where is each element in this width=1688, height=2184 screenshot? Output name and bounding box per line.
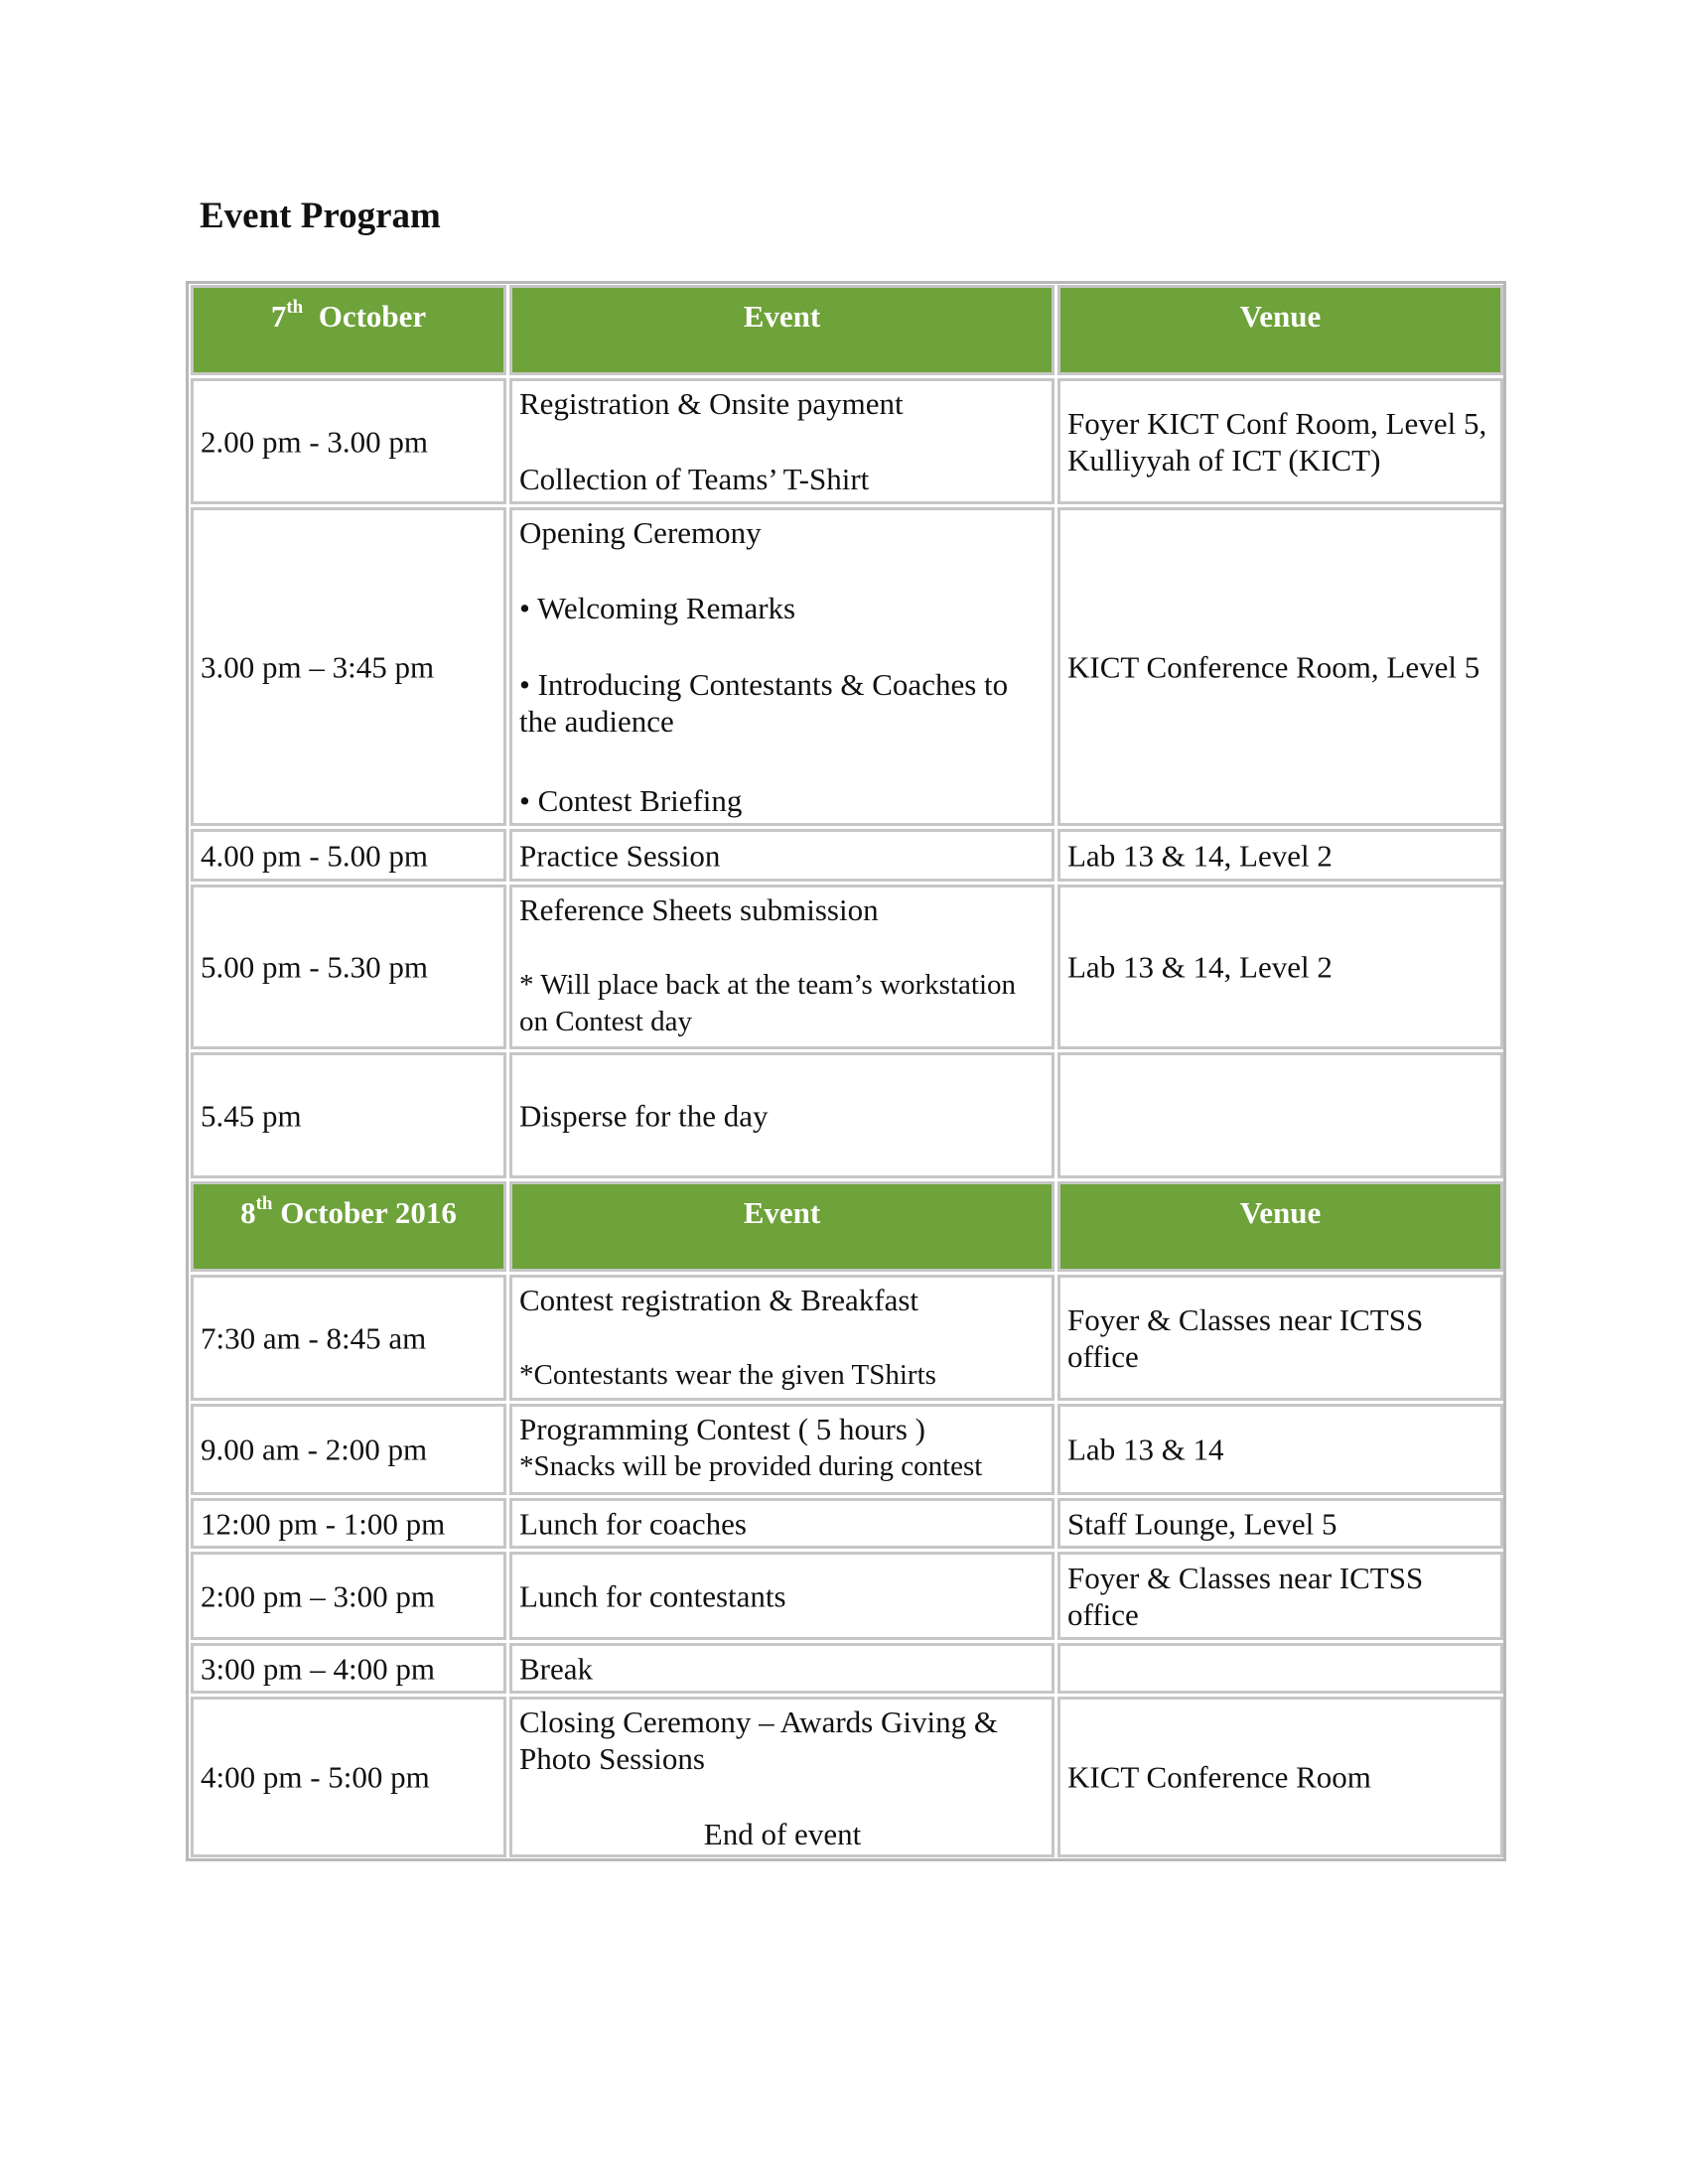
venue-text: Lab 13 & 14, Level 2 — [1067, 838, 1333, 873]
time-text: 5.00 pm - 5.30 pm — [201, 949, 429, 985]
day2-event-header: Event — [509, 1181, 1055, 1272]
day2-row1-event — [509, 1275, 1055, 1401]
event-line: * Will place back at the team’s workstation on Contest day — [519, 969, 1017, 1037]
day1-row2-event — [509, 507, 1055, 826]
venue-text: KICT Conference Room, Level 5 — [1067, 649, 1480, 684]
event-line: Collection of Teams’ T-Shirt — [519, 462, 870, 496]
day2-row4-event — [509, 1552, 1055, 1640]
venue-text: KICT Conference Room — [1067, 1759, 1371, 1795]
venue-text: Foyer & Classes near ICTSS office — [1067, 1560, 1424, 1632]
day1-row3-time — [191, 829, 506, 882]
event-line: • Contest Briefing — [519, 783, 743, 818]
day2-venue-header: Venue — [1057, 1181, 1503, 1272]
day1-row5-event — [509, 1052, 1055, 1178]
day2-row4-venue — [1057, 1552, 1503, 1640]
time-text: 4:00 pm - 5:00 pm — [201, 1759, 430, 1795]
event-line: Disperse for the day — [519, 1098, 769, 1133]
time-text: 5.45 pm — [201, 1098, 302, 1133]
event-line: *Snacks will be provided during contest — [519, 1450, 983, 1482]
event-line: Closing Ceremony – Awards Giving & Photo Sessions — [519, 1705, 998, 1776]
day2-row5-venue — [1057, 1643, 1503, 1694]
time-text: 9.00 am - 2:00 pm — [201, 1432, 428, 1467]
event-line: Break — [519, 1651, 594, 1686]
day2-row3-time — [191, 1498, 506, 1549]
event-line: End of event — [703, 1817, 862, 1851]
day2-date-num: 8 — [240, 1195, 256, 1230]
day1-row1-event — [509, 378, 1055, 504]
day1-row5-venue — [1057, 1052, 1503, 1178]
day2-date-sup: th — [255, 1192, 273, 1214]
day2-row3-venue — [1057, 1498, 1503, 1549]
day2-date-rest: October 2016 — [272, 1195, 457, 1230]
day2-row3-event — [509, 1498, 1055, 1549]
time-text: 3.00 pm – 3:45 pm — [201, 649, 435, 684]
day2-row6-venue — [1057, 1697, 1503, 1857]
venue-text: Staff Lounge, Level 5 — [1067, 1506, 1337, 1541]
day1-row3-venue — [1057, 829, 1503, 882]
venue-text: Lab 13 & 14, Level 2 — [1067, 949, 1333, 985]
event-line: Programming Contest ( 5 hours ) — [519, 1412, 925, 1446]
day1-row3-event — [509, 829, 1055, 882]
event-line: *Contestants wear the given TShirts — [519, 1359, 936, 1391]
day1-row5-time — [191, 1052, 506, 1178]
day2-row6-event — [509, 1697, 1055, 1857]
day1-date-num: 7 — [270, 299, 287, 334]
page-title: Event Program — [200, 196, 441, 236]
event-line: • Introducing Contestants & Coaches to the audience — [519, 667, 1009, 739]
day1-row4-event — [509, 885, 1055, 1049]
day1-row2-time — [191, 507, 506, 826]
time-text: 7:30 am - 8:45 am — [201, 1320, 427, 1355]
day1-row4-time — [191, 885, 506, 1049]
time-text: 12:00 pm - 1:00 pm — [201, 1506, 446, 1541]
day2-row2-time — [191, 1404, 506, 1495]
event-line: Reference Sheets submission — [519, 892, 879, 927]
day2-row2-venue — [1057, 1404, 1503, 1495]
time-text: 2:00 pm – 3:00 pm — [201, 1578, 435, 1613]
day1-row2-venue — [1057, 507, 1503, 826]
venue-text: Foyer KICT Conf Room, Level 5, Kulliyyah of ICT (KICT) — [1067, 405, 1487, 478]
venue-text: Foyer & Classes near ICTSS office — [1067, 1301, 1424, 1374]
day1-row1-time — [191, 378, 506, 504]
venue-text: Lab 13 & 14 — [1067, 1432, 1224, 1467]
day2-row5-event — [509, 1643, 1055, 1694]
time-text: 2.00 pm - 3.00 pm — [201, 424, 429, 459]
day2-row5-time — [191, 1643, 506, 1694]
event-line: Lunch for coaches — [519, 1506, 747, 1541]
day2-row4-time — [191, 1552, 506, 1640]
day1-event-header: Event — [509, 285, 1055, 375]
day1-row1-venue — [1057, 378, 1503, 504]
day2-row1-time — [191, 1275, 506, 1401]
event-line: Practice Session — [519, 838, 721, 873]
event-line: Lunch for contestants — [519, 1578, 786, 1613]
day1-venue-header: Venue — [1057, 285, 1503, 375]
day2-row2-event — [509, 1404, 1055, 1495]
day1-date-header — [191, 285, 506, 375]
day1-row4-venue — [1057, 885, 1503, 1049]
time-text: 3:00 pm – 4:00 pm — [201, 1651, 435, 1686]
day2-date-header — [191, 1181, 506, 1272]
time-text: 4.00 pm - 5.00 pm — [201, 838, 429, 873]
event-line: Opening Ceremony — [519, 515, 762, 550]
event-line: Registration & Onsite payment — [519, 386, 904, 421]
day1-date-sup: th — [286, 296, 304, 318]
event-line: • Welcoming Remarks — [519, 591, 796, 625]
event-line: Contest registration & Breakfast — [519, 1283, 919, 1317]
day2-row1-venue — [1057, 1275, 1503, 1401]
day1-date-rest: October — [303, 299, 427, 334]
day2-row6-time — [191, 1697, 506, 1857]
